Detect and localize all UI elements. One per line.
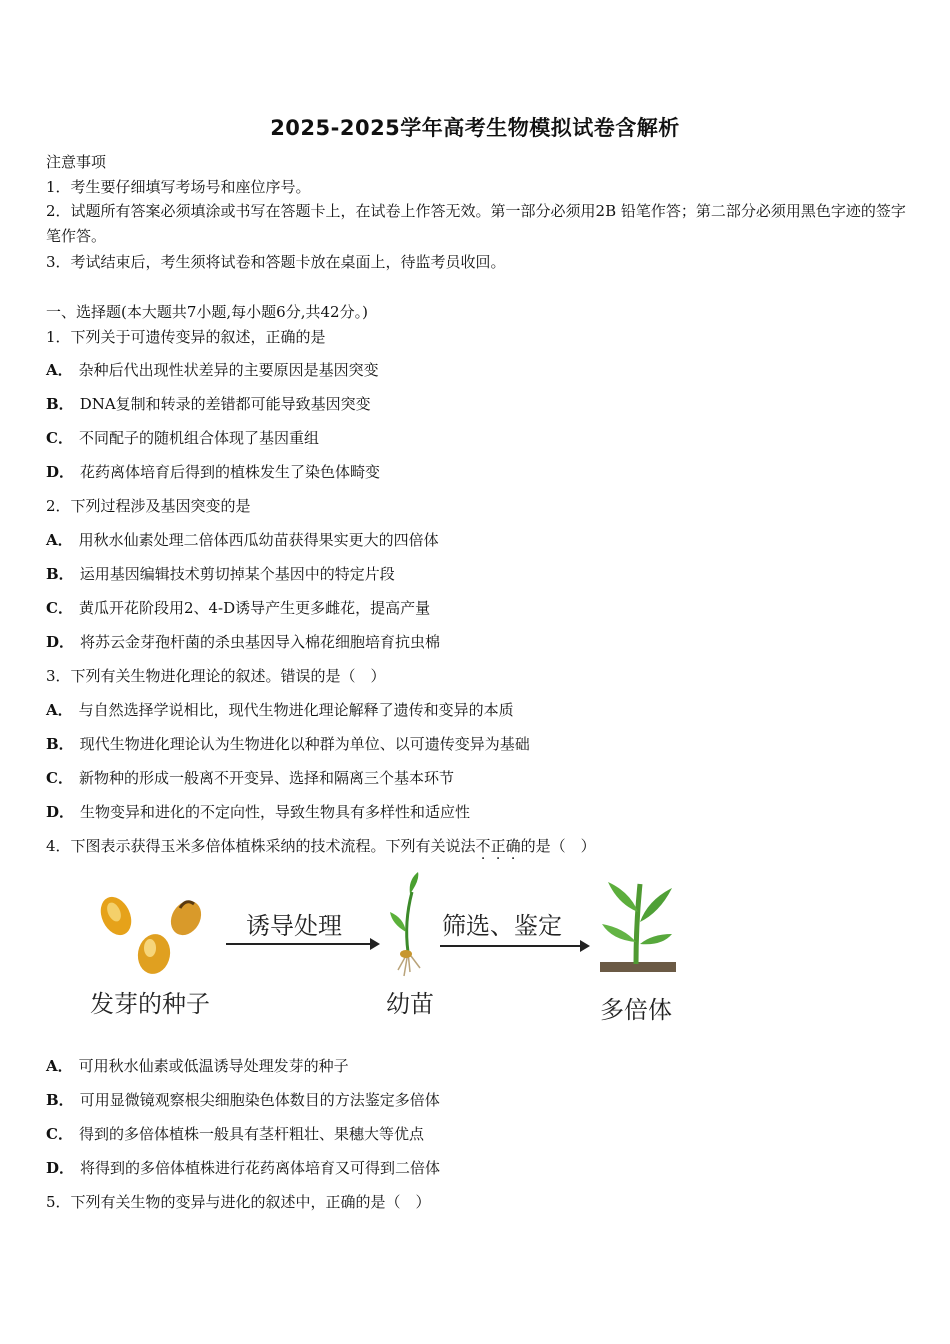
notice-item-1: 1．考生要仔细填写考场号和座位序号。 — [46, 178, 311, 196]
q3-option-c: C． 新物种的形成一般离不开变异、选择和隔离三个基本环节 — [46, 769, 454, 787]
notice-heading: 注意事项 — [46, 153, 107, 171]
q3-option-d: D． 生物变异和进化的不定向性，导致生物具有多样性和适应性 — [46, 803, 471, 821]
emphasis-char: 不 — [475, 837, 491, 855]
seedling-image — [390, 872, 420, 976]
induction-label: 诱导处理 — [246, 912, 342, 940]
q2-option-a: A． 用秋水仙素处理二倍体西瓜幼苗获得果实更大的四倍体 — [46, 531, 439, 549]
emphasis-char: 正 — [490, 837, 506, 855]
question-5-stem: 5．下列有关生物的变异与进化的叙述中，正确的是（ ） — [46, 1193, 431, 1211]
polyploid-plant-image — [600, 882, 676, 972]
q3-option-a: A． 与自然选择学说相比，现代生物进化理论解释了遗传和变异的本质 — [46, 701, 514, 719]
question-3-stem: 3．下列有关生物进化理论的叙述。错误的是（ ） — [46, 667, 386, 685]
q4-option-a: A． 可用秋水仙素或低温诱导处理发芽的种子 — [46, 1057, 349, 1075]
emphasis-char: 确 — [505, 837, 521, 855]
q1-option-a: A． 杂种后代出现性状差异的主要原因是基因突变 — [46, 361, 379, 379]
seeds-label: 发芽的种子 — [90, 990, 210, 1018]
question-4-stem: 4．下图表示获得玉米多倍体植株采纳的技术流程。下列有关说法不正确的是（ ） — [46, 837, 596, 855]
q2-option-d: D． 将苏云金芽孢杆菌的杀虫基因导入棉花细胞培育抗虫棉 — [46, 633, 441, 651]
q2-option-c: C． 黄瓜开花阶段用2、4-D诱导产生更多雌花，提高产量 — [46, 599, 431, 617]
q1-option-d: D． 花药离体培育后得到的植株发生了染色体畸变 — [46, 463, 381, 481]
seedling-label: 幼苗 — [386, 990, 434, 1018]
screening-label: 筛选、鉴定 — [442, 912, 562, 940]
notice-item-3: 3．考试结束后，考生须将试卷和答题卡放在桌面上，待监考员收回。 — [46, 253, 506, 271]
q2-option-b: B． 运用基因编辑技术剪切掉某个基因中的特定片段 — [46, 565, 395, 583]
q4-option-d: D． 将得到的多倍体植株进行花药离体培育又可得到二倍体 — [46, 1159, 441, 1177]
q3-option-b: B． 现代生物进化理论认为生物进化以种群为单位、以可遗传变异为基础 — [46, 735, 530, 753]
section-heading: 一、选择题(本大题共7小题,每小题6分,共42分。) — [46, 303, 368, 321]
polyploid-flow-figure — [88, 872, 688, 1032]
q4-option-b: B． 可用显微镜观察根尖细胞染色体数目的方法鉴定多倍体 — [46, 1091, 440, 1109]
q4-option-c: C． 得到的多倍体植株一般具有茎杆粗壮、果穗大等优点 — [46, 1125, 424, 1143]
polyploid-label: 多倍体 — [600, 996, 672, 1024]
question-2-stem: 2．下列过程涉及基因突变的是 — [46, 497, 251, 515]
page-title: 2025-2025学年高考生物模拟试卷含解析 — [270, 116, 680, 140]
q1-option-c: C． 不同配子的随机组合体现了基因重组 — [46, 429, 319, 447]
question-1-stem: 1．下列关于可遗传变异的叙述，正确的是 — [46, 328, 326, 346]
sprouting-seeds-image — [95, 892, 207, 977]
notice-item-2: 2．试题所有答案必须填涂或书写在答题卡上，在试卷上作答无效。第一部分必须用2B 铅笔作答；第二部分必须用黑色字迹的签字笔作答。 — [46, 202, 906, 245]
arrow-head-2 — [580, 940, 590, 952]
q1-option-b: B． DNA复制和转录的差错都可能导致基因突变 — [46, 395, 371, 413]
arrow-head-1 — [370, 938, 380, 950]
